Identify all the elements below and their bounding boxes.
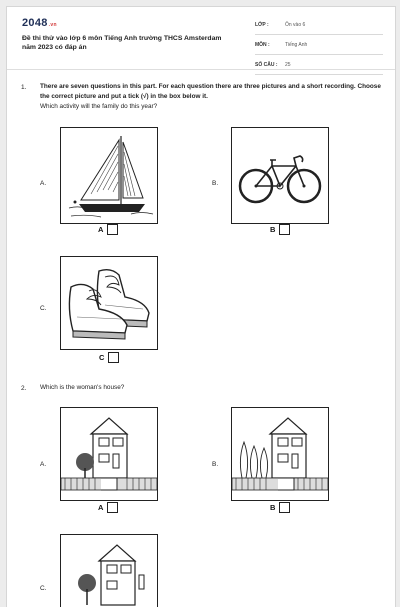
question-1-prompt: Which activity will the family do this year?: [40, 103, 158, 110]
question-1-instruction: There are seven questions in this part. For each question there are three pictures and a short recording. Choose the correct picture and put a tick (√) in the box below it.: [40, 83, 381, 100]
house-icon: [61, 535, 157, 607]
q1-option-a-picture: [60, 127, 158, 224]
q2-option-a-checkbox[interactable]: [107, 502, 118, 513]
exam-meta: [255, 17, 383, 77]
q1-option-b-label: B.: [212, 180, 219, 187]
q2-option-c-label: C.: [40, 585, 47, 592]
sailboat-icon: [61, 128, 157, 223]
meta-question-count: SỐ CÂU : 25: [255, 57, 383, 75]
question-1-number: 1.: [21, 84, 27, 91]
q1-option-b-picture: [231, 127, 329, 224]
q1-option-a-checkbox[interactable]: [107, 224, 118, 235]
meta-subject: MÔN : Tiếng Anh: [255, 37, 383, 55]
site-logo[interactable]: 2048.vn: [22, 17, 57, 29]
q1-option-c-checkbox[interactable]: [108, 352, 119, 363]
q1-option-c-picture: [60, 256, 158, 350]
q1-option-b-answer[interactable]: B: [270, 224, 290, 235]
q2-option-a-picture: [60, 407, 158, 501]
house-icon: [61, 408, 157, 500]
house-icon: [232, 408, 328, 500]
question-2-prompt: Which is the woman's house?: [40, 384, 125, 391]
q1-option-a-answer[interactable]: A: [98, 224, 118, 235]
q1-option-a-label: A.: [40, 180, 47, 187]
header-divider: [7, 69, 395, 70]
q2-option-c-picture: [60, 534, 158, 607]
q2-option-a-label: A.: [40, 461, 47, 468]
hiking-boots-icon: [61, 257, 157, 349]
q2-option-b-checkbox[interactable]: [279, 502, 290, 513]
meta-class: LỚP : Ôn vào 6: [255, 17, 383, 35]
document-title: Đề thi thử vào lớp 6 môn Tiếng Anh trường THCS Amsterdam năm 2023 có đáp án: [22, 35, 222, 51]
question-2-number: 2.: [21, 385, 27, 392]
bicycle-icon: [232, 128, 328, 223]
exam-sheet: [6, 6, 396, 607]
q2-option-b-picture: [231, 407, 329, 501]
q1-option-c-answer[interactable]: C: [99, 352, 119, 363]
q2-option-a-answer[interactable]: A: [98, 502, 118, 513]
q1-option-c-label: C.: [40, 305, 47, 312]
q2-option-b-answer[interactable]: B: [270, 502, 290, 513]
q1-option-b-checkbox[interactable]: [279, 224, 290, 235]
page-header: [7, 7, 395, 69]
q2-option-b-label: B.: [212, 461, 219, 468]
